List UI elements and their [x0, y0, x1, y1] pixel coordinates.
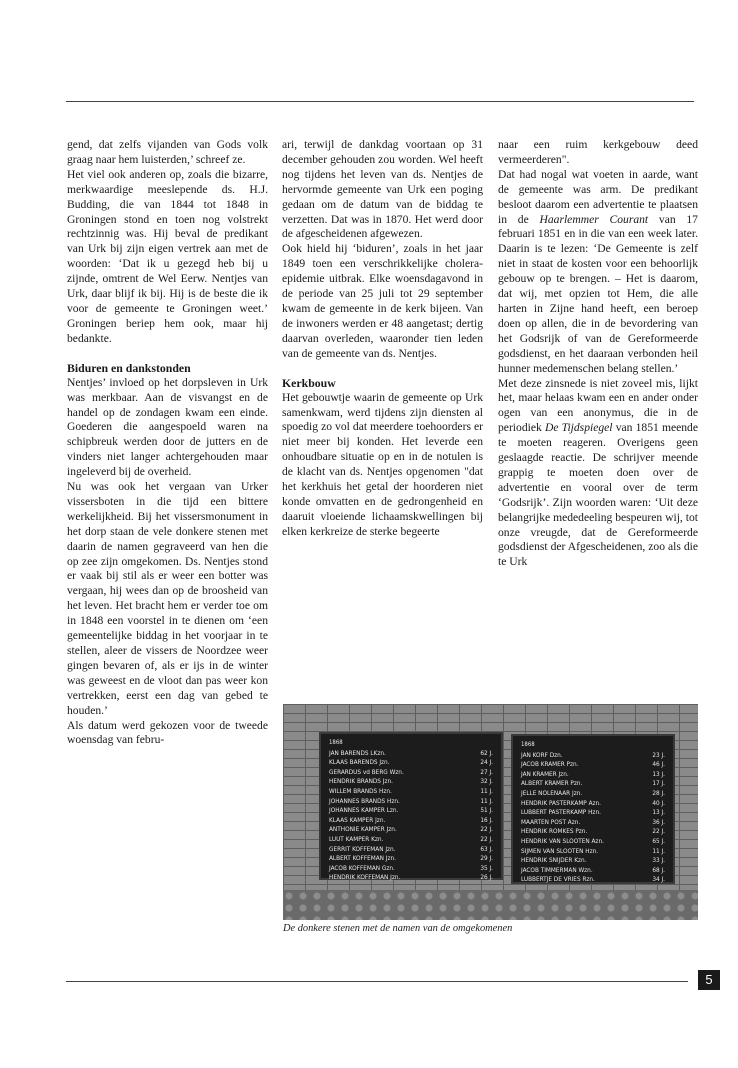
- plaque-name-row: [329, 787, 493, 797]
- paragraph: Het gebouwtje waarin de gemeente op Urk samenkwam, werd tijdens zijn diensten al spoedig zo vol dat meerdere toehoorders er niet meer bij konden. Het leverde een onhoudbare situatie op en in de notulen is de klacht van ds. Nentjes opgenomen "dat het kerkhuis het getal der hoorderen niet konde omvatten en de gedrongenheid en daaruit vloeiende lichaamskwellingen bij elken kerkreize de sterke begeerte: [282, 390, 483, 538]
- plaque-name-row: [521, 827, 665, 837]
- plaque-name-row: [329, 873, 493, 883]
- victim-name: LUBBERTJE DE VRIES Rzn.: [521, 875, 595, 884]
- victim-age: 62 J.: [480, 748, 493, 757]
- victim-age: 33 J.: [652, 856, 665, 865]
- victim-name: HENDRIK ROMKES Pzn.: [521, 827, 588, 836]
- memorial-plaque-left: [319, 732, 503, 880]
- victim-age: 24 J.: [480, 758, 493, 767]
- paragraph: naar een ruim kerkgebouw deed vermeerderen".: [498, 138, 698, 166]
- victim-age: 28 J.: [652, 788, 665, 797]
- victim-name: KLAAS BARENDS Jzn.: [329, 758, 390, 767]
- periodical-title: De Tijdspiegel: [544, 421, 613, 435]
- victim-age: 36 J.: [652, 817, 665, 826]
- plaque-name-row: [521, 799, 665, 809]
- victim-name: ALBERT KOFFEMAN Jzn.: [329, 854, 396, 863]
- victim-name: JOHANNES BRANDS Hzn.: [329, 796, 400, 805]
- text-run: Met deze zinsnede is niet zoveel mis, lijkt het, maar helaas kwam een en ander onder ogen van een anonymus, die in de periodiek: [498, 376, 698, 435]
- plaque-name-row: [329, 835, 493, 845]
- victim-age: 11 J.: [652, 846, 665, 855]
- cobblestone-ground: [283, 890, 698, 920]
- victim-age: 11 J.: [480, 786, 493, 795]
- victim-name: HENDRIK SNIJDER Kzn.: [521, 856, 587, 865]
- plaque-name-row: [521, 847, 665, 857]
- victim-name: HENDRIK PASTERKAMP Azn.: [521, 798, 602, 807]
- victim-name: JAN KORF Dzn.: [521, 750, 563, 759]
- plaque-rows: [521, 751, 665, 885]
- paragraph: Nu was ook het vergaan van Urker vissersboten in die tijd een bittere werkelijkheid. Bij het vissersmonument in het dorp staan de vele donkere stenen met daarin de namen gegraveerd van hen die op zee zijn omgekomen. Ds. Nentjes stond er vaak bij stil als er weer een botter was vergaan, hij wees dan op de broosheid van het leven. Het bracht hem er verder toe om in 1848 een voorstel in te dienen om ‘een gemeentelijke biddag in het voorjaar in te stellen, aleer de vissers de Noordzee weer gingen bevaren of, als er ijs in de winter was geweest en de vloot dan pas weer kon vertrekken, eerst een dag van gebed te houden.’: [67, 480, 268, 717]
- column-2: [282, 138, 483, 540]
- victim-age: 13 J.: [652, 769, 665, 778]
- victim-age: 35 J.: [480, 863, 493, 872]
- memorial-photo: [283, 704, 698, 920]
- victim-age: 34 J.: [652, 875, 665, 884]
- victim-age: 40 J.: [652, 798, 665, 807]
- victim-name: HENDRIK VAN SLOOTEN Azn.: [521, 836, 604, 845]
- victim-name: GERRIT KOFFEMAN Jzn.: [329, 844, 396, 853]
- bottom-rule: [66, 981, 688, 982]
- paragraph: Ook hield hij ‘biduren’, zoals in het jaar 1849 toen een verschrikkelijke cholera-epidemie uitbrak. Elke woensdagavond in de periode van 25 juli tot 29 september kwam de gemeente in de kerk bijeen. Van de inwoners werden er 48 aangetast; dertig daarvan overleden, waaronder tien leden van de gemeente van ds. Nentjes.: [282, 242, 483, 360]
- victim-age: 65 J.: [652, 836, 665, 845]
- victim-name: JAN KRAMER Jzn.: [521, 769, 569, 778]
- victim-age: 17 J.: [652, 779, 665, 788]
- victim-age: 46 J.: [652, 760, 665, 769]
- plaque-year: 1868: [521, 741, 535, 748]
- victim-name: GERARDUS vd BERG Wzn.: [329, 767, 404, 776]
- victim-name: JACOB KRAMER Pzn.: [521, 760, 579, 769]
- victim-age: 68 J.: [652, 865, 665, 874]
- plaque-name-row: [329, 845, 493, 855]
- plaque-name-row: [521, 751, 665, 761]
- victim-age: 22 J.: [480, 825, 493, 834]
- victim-age: 16 J.: [480, 815, 493, 824]
- victim-age: 22 J.: [480, 834, 493, 843]
- victim-name: LUUT KAMPER Kzn.: [329, 834, 384, 843]
- plaque-name-row: [521, 837, 665, 847]
- victim-name: ANTHONIE KAMPER Jzn.: [329, 825, 397, 834]
- plaque-name-row: [521, 760, 665, 770]
- paragraph: ari, terwijl de dankdag voortaan op 31 december gehouden zou worden. Wel heeft nog tijdens het leven van ds. Nentjes de hervormde gemeente van Urk een poging gedaan om de datum van de biddag te verzetten. Dat was in 1870. Het werd door de afgescheidenen afgewezen.: [282, 138, 483, 241]
- plaque-name-row: [521, 808, 665, 818]
- paragraph: Als datum werd gekozen voor de tweede woensdag van febru-: [67, 718, 268, 747]
- text-run: van 1851 meende te moeten reageren. Overigens geen geslaagde reactie. De schrijver meende grappig te moeten doen over de advertentie en vooral over de term ‘Godsrijk’. Zijn woorden waren: ‘Uit deze belangrijke mededeeling bespeuren wij, tot onze vreugde, dat de Gereformeerde godsdienst der Afgescheidenen, zoo als die te Urk: [498, 421, 698, 569]
- paragraph: Nentjes’ invloed op het dorpsleven in Urk was merkbaar. Aan de visvangst en de handel op de zondagen kwam een einde. Goederen die aangespoeld waren na schipbreuk werden door de jutters en de vinders niet langer achtergehouden maar ingeleverd bij de overheid.: [67, 375, 268, 479]
- victim-age: 13 J.: [652, 808, 665, 817]
- plaque-name-row: [329, 758, 493, 768]
- victim-age: 26 J.: [480, 873, 493, 882]
- section-heading: Biduren en dankstonden: [67, 360, 191, 375]
- victim-name: KLAAS KAMPER Jzn.: [329, 815, 386, 824]
- paragraph: [498, 168, 698, 377]
- paragraph: Het viel ook anderen op, zoals die bizarre, merkwaardige meeslepende ds. H.J. Budding, die van 1844 tot 1848 in Groningen stond en toen nog volstrekt rechtzinnig was. Hij beval de predikant van Urk bij zijn eigen vertrek aan met de woorden: ‘Dat ik u gezegd heb bij u zijnde, omtrent de Wel Eerw. Nentjes van Urk, daar blijf ik bij. Hij is de beste die ik voor de gemeente te Groningen weet.’ Groningen beriep hem ook, maar hij bedankte.: [67, 167, 268, 345]
- plaque-name-row: [521, 875, 665, 885]
- plaque-name-row: [329, 777, 493, 787]
- plaque-name-row: [329, 749, 493, 759]
- section-heading: Kerkbouw: [282, 375, 336, 390]
- victim-name: JOHANNES KAMPER Lzn.: [329, 806, 399, 815]
- plaque-year: 1868: [329, 739, 343, 746]
- victim-age: 11 J.: [480, 796, 493, 805]
- victim-age: 22 J.: [652, 827, 665, 836]
- victim-name: ALBERT KRAMER Pzn.: [521, 779, 583, 788]
- victim-name: MAARTEN POST Azn.: [521, 817, 581, 826]
- victim-name: HENDRIK BRANDS Jzn.: [329, 777, 393, 786]
- victim-age: 29 J.: [480, 854, 493, 863]
- paragraph: gend, dat zelfs vijanden van Gods volk graag naar hem luisterden,’ schreef ze.: [67, 138, 268, 166]
- plaque-rows: [329, 749, 493, 883]
- plaque-name-row: [521, 818, 665, 828]
- top-rule: [66, 101, 694, 102]
- page-number: 5: [698, 970, 720, 990]
- victim-name: LUBBERT PASTERKAMP Hzn.: [521, 808, 601, 817]
- victim-name: SIJMEN VAN SLOOTEN Hzn.: [521, 846, 599, 855]
- plaque-name-row: [329, 806, 493, 816]
- memorial-plaque-right: [511, 734, 675, 884]
- victim-name: HENDRIK KOFFEMAN Jzn.: [329, 873, 401, 882]
- plaque-name-row: [329, 854, 493, 864]
- victim-name: JELLE NOLENAAR Jzn.: [521, 788, 583, 797]
- victim-age: 32 J.: [480, 777, 493, 786]
- victim-age: 23 J.: [652, 750, 665, 759]
- photo-caption: De donkere stenen met de namen van de omgekomenen: [283, 923, 513, 934]
- text-run: van 17 februari 1851 en in die van een week later. Daarin is te lezen: ‘De Gemeente is zelf niet in staat de kosten voor een behoorlijk gebouw op te brengen. – Het is daarom, dat wij, met opzien tot Hem, die alle harten in Zijne hand heeft, een beroep doen op allen, die in de bevordering van het Godsrijk of van de Gereformeerde godsdienst, en het daaraan verbonden heil hunner medemenschen belang stellen.’: [498, 212, 698, 375]
- plaque-name-row: [329, 825, 493, 835]
- paragraph: [498, 377, 698, 571]
- column-3: [498, 138, 698, 570]
- plaque-name-row: [329, 768, 493, 778]
- plaque-name-row: [521, 779, 665, 789]
- plaque-name-row: [329, 864, 493, 874]
- plaque-name-row: [521, 770, 665, 780]
- victim-age: 63 J.: [480, 844, 493, 853]
- victim-name: JAN BARENDS LKzn.: [329, 748, 386, 757]
- plaque-name-row: [521, 789, 665, 799]
- plaque-name-row: [329, 816, 493, 826]
- plaque-name-row: [521, 866, 665, 876]
- column-1: [67, 138, 268, 748]
- text-run: Dat had nogal wat voeten in aarde, want de gemeente was arm. De predikant besloot daarom een advertentie te plaatsen in de: [498, 167, 698, 226]
- victim-age: 51 J.: [480, 806, 493, 815]
- victim-name: WILLEM BRANDS Hzn.: [329, 786, 392, 795]
- plaque-name-row: [329, 797, 493, 807]
- victim-name: JACOB KOFFEMAN Gzn.: [329, 863, 395, 872]
- victim-age: 27 J.: [480, 767, 493, 776]
- victim-name: JACOB TIMMERMAN Wzn.: [521, 865, 593, 874]
- newspaper-title: Haarlemmer Courant: [539, 212, 649, 226]
- plaque-name-row: [521, 856, 665, 866]
